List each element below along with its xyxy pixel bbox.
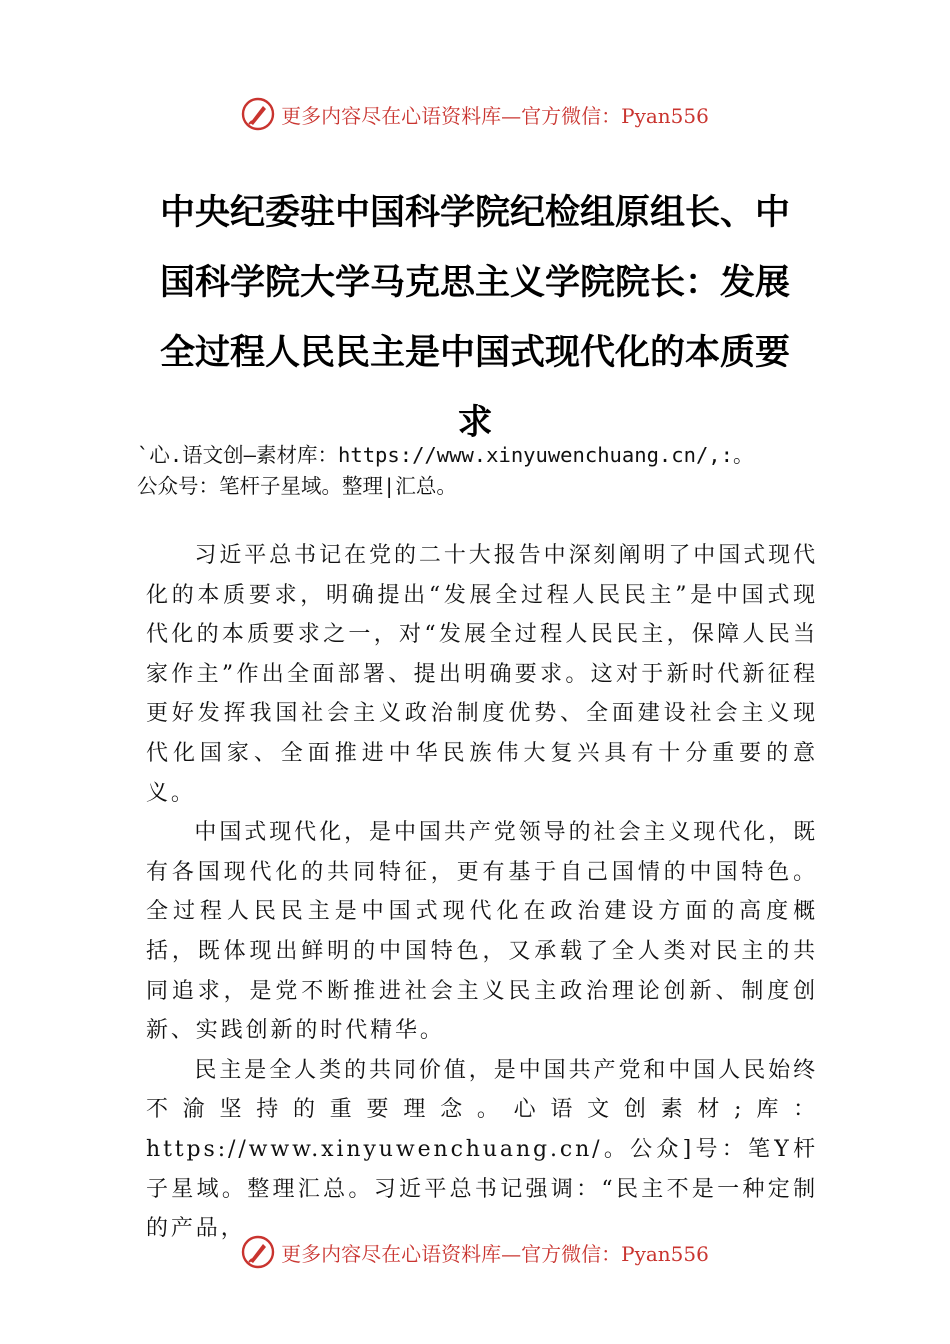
quill-logo-icon: [241, 1235, 275, 1269]
watermark-banner-top: [0, 94, 950, 134]
quill-logo-icon: [241, 97, 275, 131]
article-title: 中央纪委驻中国科学院纪检组原组长、中国科学院大学马克思主义学院院长：发展全过程人民民主是中国式现代化的本质要求: [159, 192, 790, 443]
watermark-text: 更多内容尽在心语资料库—官方微信：Pyan556: [281, 1241, 709, 1266]
article-body: [146, 536, 818, 1249]
paragraph: 中国式现代化，是中国共产党领导的社会主义现代化，既有各国现代化的共同特征，更有基于自己国情的中国特色。全过程人民民主是中国式现代化在政治建设方面的高度概括，既体现出鲜明的中国特色，又承载了全人类对民主的共 同追求，是党不断推进社会主义民主政治理论创新、制度创 新、实践创新的时代精华。: [146, 820, 818, 1044]
source-note-line: 公众号：笔杆子星域。整理|汇总。: [137, 474, 457, 498]
watermark-text: 更多内容尽在心语资料库—官方微信：Pyan556: [281, 103, 709, 128]
source-note: [137, 440, 837, 502]
paragraph: 民主是全人类的共同价值，是中国共产党和中国人民始终不渝坚持的重要理念。心语文创素材;库：https://www.xinyuwenchuang.cn/。公众]号：笔Y杆子星域。整理汇总。习近平总书记强调：“民主不是一种定制的产品，: [146, 1057, 818, 1242]
paragraph: 习近平总书记在党的二十大报告中深刻阐明了中国式现代化的本质要求，明确提出“发展全过程人民民主”是中国式现代化的本质要求之一，对“发展全过程人民民主，保障人民当家作主”作出全面部署、提出明确要求。这对于新时代新征程更好发挥我国社会主义政治制度优势、全面建设社会主义现代化国家、全面推进中华民族伟大复兴具有十分重要的意义。: [146, 543, 818, 806]
source-note-line: `心.语文创—素材库：https://www.xinyuwenchuang.cn/,:。: [137, 443, 754, 467]
watermark-banner-bottom: [0, 1232, 950, 1272]
